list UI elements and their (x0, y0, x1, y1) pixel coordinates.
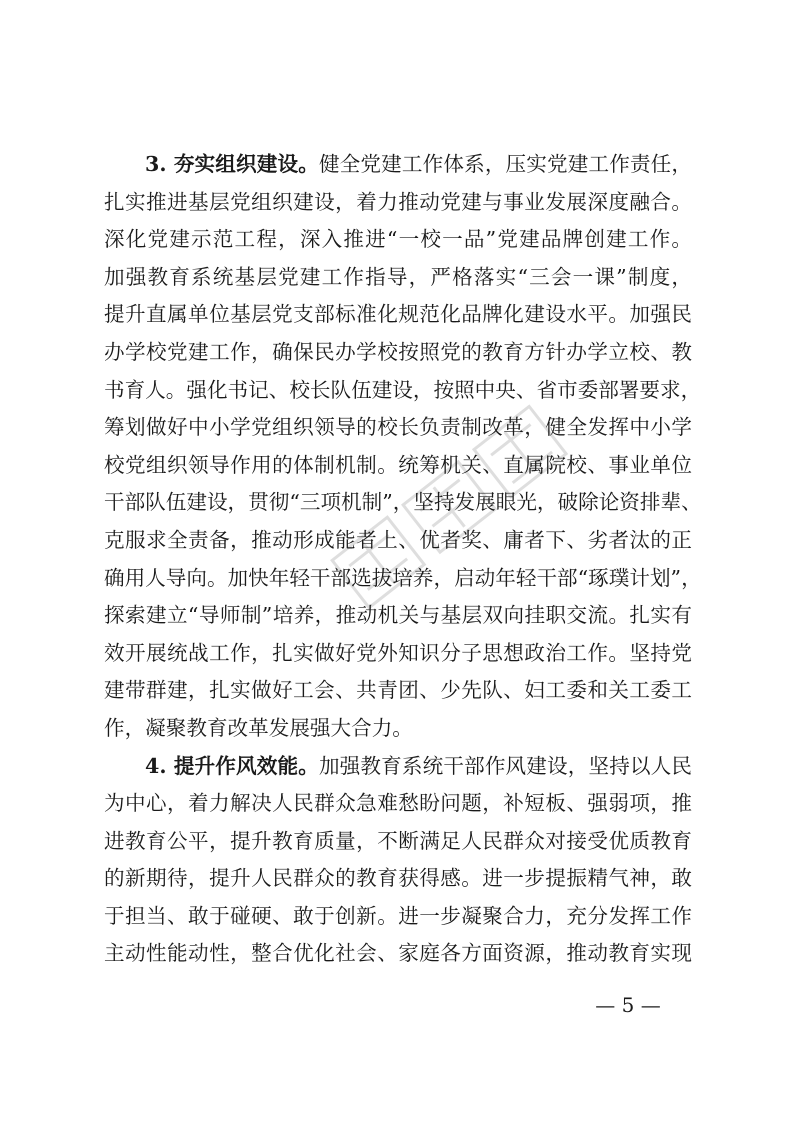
section-3-line: 办学校党建工作，确保民办学校按照党的教育方针办学立校、教 (104, 339, 692, 364)
section-3-line: 扎实推进基层党组织建设，着力推动党建与事业发展深度融合。 (104, 189, 692, 214)
section-3-text: 健全党建工作体系，压实党建工作责任， (318, 152, 693, 176)
section-3-line: 探索建立“导师制”培养，推动机关与基层双向挂职交流。扎实有 (104, 603, 692, 628)
section-3-line: 作，凝聚教育改革发展强大合力。 (104, 715, 413, 740)
section-4-line: 进教育公平，提升教育质量，不断满足人民群众对接受优质教育 (104, 828, 692, 853)
section-3-line: 校党组织领导作用的体制机制。统筹机关、直属院校、事业单位 (104, 452, 692, 477)
section-3-line: 克服求全责备，推动形成能者上、优者奖、庸者下、劣者汰的正 (104, 527, 692, 552)
section-3-line: 确用人导向。加快年轻干部选拔培养，启动年轻干部“琢璞计划”， (104, 565, 702, 590)
section-3-first-line (104, 146, 692, 184)
section-4-first-line (104, 748, 692, 786)
section-4-text: 加强教育系统干部作风建设，坚持以人民 (318, 753, 693, 778)
section-4-line: 为中心，着力解决人民群众急难愁盼问题，补短板、强弱项，推 (104, 791, 692, 816)
section-3-heading (145, 152, 319, 176)
section-3-line: 提升直属单位基层党支部标准化规范化品牌化建设水平。加强民 (104, 302, 692, 327)
section-3-title: 夯实组织建设。 (173, 152, 319, 176)
section-3-line: 效开展统战工作，扎实做好党外知识分子思想政治工作。坚持党 (104, 640, 692, 665)
document-body (104, 146, 702, 973)
section-4-heading (145, 754, 319, 778)
section-3-line: 建带群建，扎实做好工会、共青团、少先队、妇工委和关工委工 (104, 678, 692, 703)
section-3-line: 深化党建示范工程，深入推进“一校一品”党建品牌创建工作。 (104, 227, 692, 252)
section-3-line: 加强教育系统基层党建工作指导，严格落实“三会一课”制度， (104, 264, 692, 289)
section-3-number: 3. (145, 152, 167, 176)
page-number: — 5 — (595, 993, 661, 1017)
section-4-line: 于担当、敢于碰硬、敢于创新。进一步凝聚合力，充分发挥工作 (104, 903, 692, 928)
section-3-line: 干部队伍建设，贯彻“三项机制”，坚持发展眼光，破除论资排辈、 (104, 490, 702, 515)
section-4-number: 4. (145, 753, 167, 778)
section-3-line: 筹划做好中小学党组织领导的校长负责制改革，健全发挥中小学 (104, 415, 692, 440)
section-3-line: 书育人。强化书记、校长队伍建设，按照中央、省市委部署要求， (104, 377, 702, 402)
section-4-title: 提升作风效能。 (173, 753, 319, 778)
section-4-line: 的新期待，提升人民群众的教育获得感。进一步提振精气神，敢 (104, 866, 692, 891)
section-4-line: 主动性能动性，整合优化社会、家庭各方面资源，推动教育实现 (104, 941, 692, 966)
